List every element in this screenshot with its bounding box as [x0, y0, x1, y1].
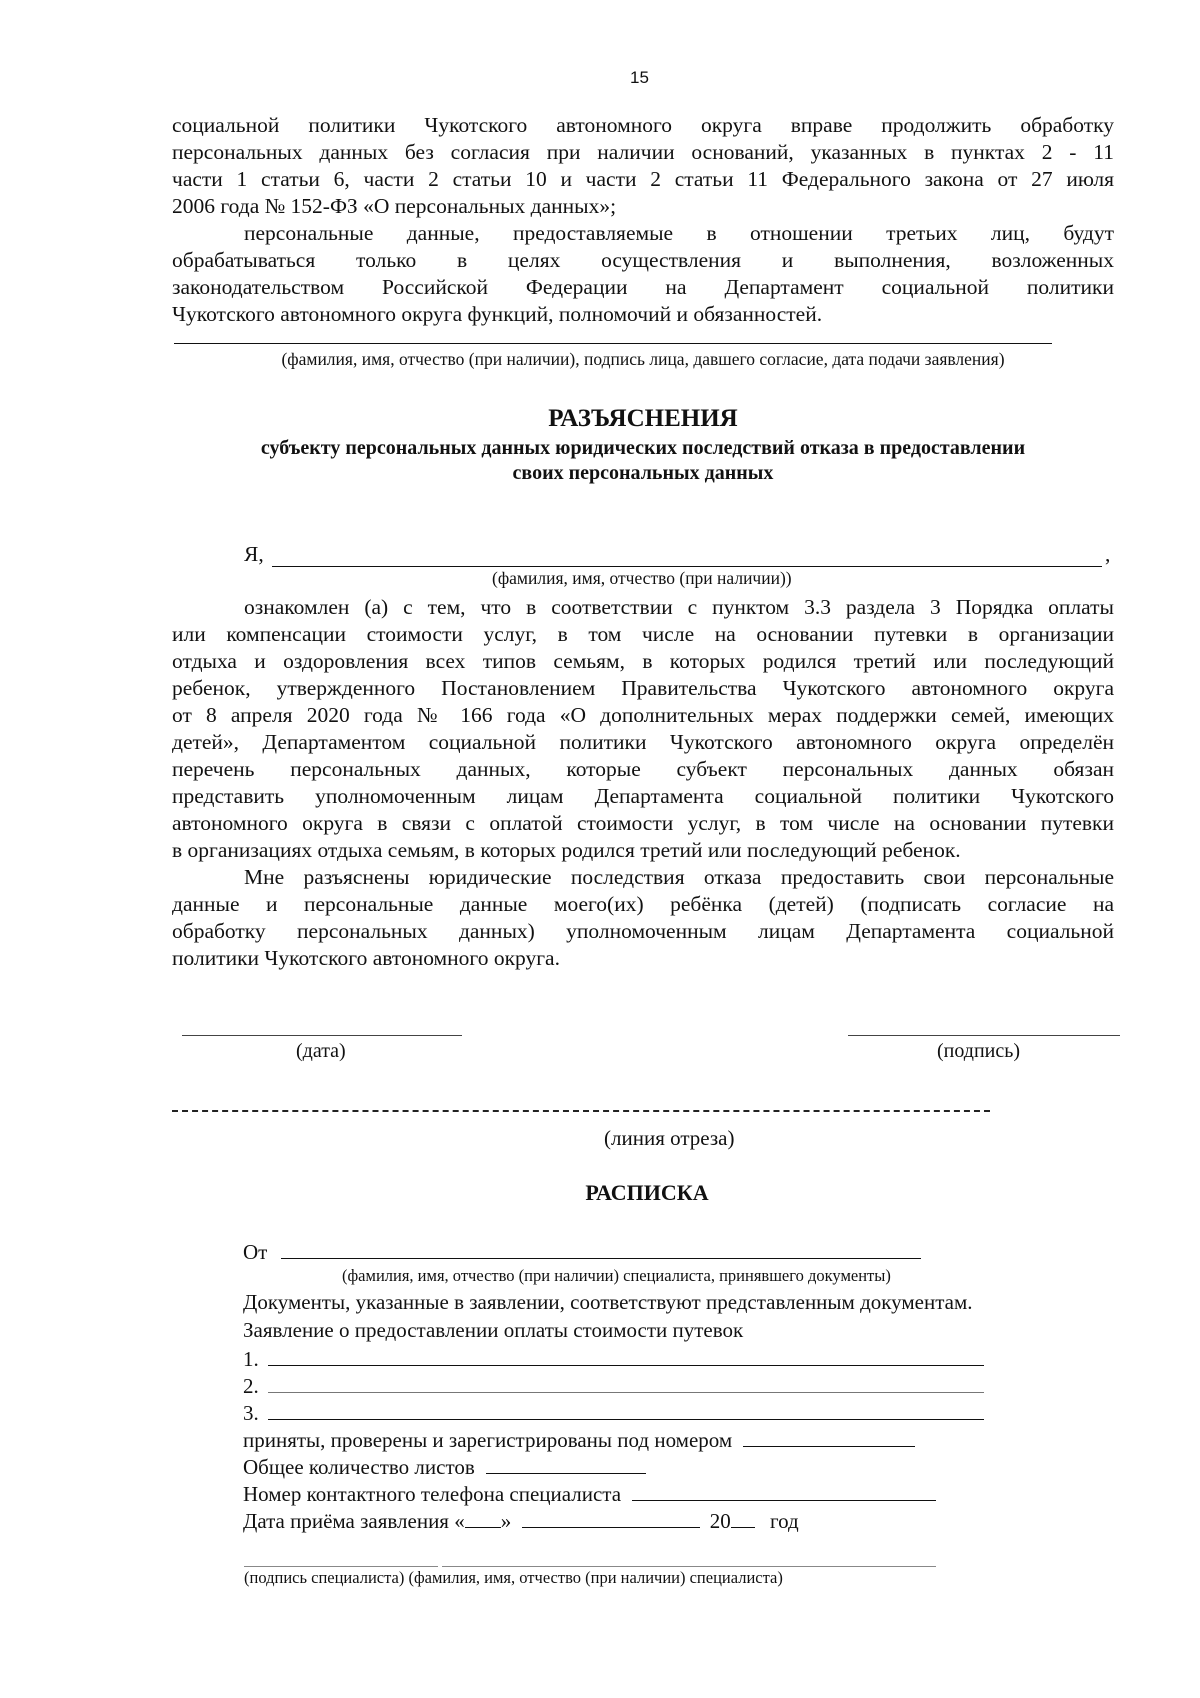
- text-line: представить уполномоченным лицам Департамента социальной политики Чукотского: [172, 784, 1114, 808]
- text-line: части 1 статьи 6, части 2 статьи 10 и части 2 статьи 11 Федерального закона от 27 июля: [172, 167, 1114, 191]
- text-line: обработку персональных данных) уполномоченным лицам Департамента социальной: [172, 919, 1114, 943]
- text-line: обрабатываться только в целях осуществления и выполнения, возложенных: [172, 248, 1114, 272]
- receipt-item-number: 3.: [243, 1401, 259, 1425]
- receipt-year-prefix: 20: [709, 1509, 731, 1533]
- text-line: перечень персональных данных, которые субъект персональных данных обязан: [172, 757, 1114, 781]
- ya-label: Я,: [244, 542, 264, 566]
- date-line: [182, 1035, 462, 1036]
- cut-line: [172, 1110, 990, 1112]
- receipt-item-number: 2.: [243, 1374, 259, 1398]
- ya-caption: (фамилия, имя, отчество (при наличии)): [492, 568, 792, 588]
- receipt-number-field: [743, 1426, 915, 1447]
- explanation-subtitle-line-1: субъекту персональных данных юридических последствий отказа в предоставлении: [260, 437, 1026, 459]
- text-line: ребенок, утвержденного Постановлением Правительства Чукотского автономного округа: [172, 676, 1114, 700]
- receipt-application-line: Заявление о предоставлении оплаты стоимости путевок: [243, 1318, 744, 1342]
- signature-caption: (подпись): [937, 1040, 1021, 1062]
- consent-signature-line: [174, 343, 1052, 344]
- text-line: данные и персональные данные моего(их) ребёнка (детей) (подписать согласие на: [172, 892, 1114, 916]
- receipt-month-field: [522, 1507, 700, 1528]
- text-line: персональные данные, предоставляемые в отношении третьих лиц, будут: [244, 221, 1114, 245]
- receipt-item-row: [243, 1399, 984, 1426]
- text-line: автономного округа в связи с оплатой стоимости услуг, в том числе на основании путевки: [172, 811, 1114, 835]
- text-line: социальной политики Чукотского автономного округа вправе продолжить обработку: [172, 113, 1114, 137]
- text-line: 2006 года № 152-ФЗ «О персональных данных»;: [172, 194, 617, 218]
- page-number: 15: [630, 68, 649, 87]
- text-line: ознакомлен (а) с тем, что в соответствии с пунктом 3.3 раздела 3 Порядка оплаты: [244, 595, 1114, 619]
- consent-paragraph-2: [172, 220, 1114, 328]
- receipt-from-field: [281, 1238, 921, 1259]
- receipt-item-field: [268, 1345, 984, 1366]
- explanation-subtitle-line-2: своих персональных данных: [512, 462, 774, 484]
- consent-signature-caption: (фамилия, имя, отчество (при наличии), подпись лица, давшего согласие, дата подачи заявления): [281, 349, 1005, 369]
- receipt-sheets-row: [243, 1453, 646, 1480]
- receipt-year-field: [731, 1507, 755, 1528]
- receipt-date-row: [243, 1507, 799, 1534]
- text-line: Мне разъяснены юридические последствия отказа предоставить свои персональные: [244, 865, 1114, 889]
- cut-line-caption: (линия отреза): [604, 1126, 735, 1150]
- text-line: политики Чукотского автономного округа.: [172, 946, 560, 970]
- text-line: законодательством Российской Федерации на Департамент социальной политики: [172, 275, 1114, 299]
- receipt-sheets-field: [486, 1453, 646, 1474]
- explanation-title: РАЗЪЯСНЕНИЯ: [548, 405, 738, 432]
- receipt-item-number: 1.: [243, 1347, 259, 1371]
- text-line: или компенсации стоимости услуг, в том числе на основании путевки в организации: [172, 622, 1114, 646]
- receipt-phone-label: Номер контактного телефона специалиста: [243, 1482, 622, 1506]
- receipt-docs-line: Документы, указанные в заявлении, соответствуют представленным документам.: [243, 1290, 973, 1314]
- receipt-title: РАСПИСКА: [585, 1180, 709, 1205]
- specialist-name-line: [442, 1566, 936, 1567]
- receipt-date-label: Дата приёма заявления «: [243, 1509, 465, 1533]
- receipt-accepted-label: приняты, проверены и зарегистрированы под номером: [243, 1428, 733, 1452]
- receipt-item-field: [268, 1372, 984, 1393]
- receipt-accepted-row: [243, 1426, 915, 1453]
- receipt-date-close: »: [500, 1509, 512, 1533]
- consent-paragraph-1: [172, 112, 1114, 220]
- text-line: от 8 апреля 2020 года № 166 года «О дополнительных мерах поддержки семей, имеющих: [172, 703, 1114, 727]
- receipt-sheets-label: Общее количество листов: [243, 1455, 475, 1479]
- date-caption: (дата): [296, 1040, 346, 1062]
- text-line: детей», Департаментом социальной политики Чукотского автономного округа определён: [172, 730, 1114, 754]
- receipt-phone-row: [243, 1480, 936, 1507]
- receipt-year-suffix: год: [769, 1509, 799, 1533]
- text-line: Чукотского автономного округа функций, полномочий и обязанностей.: [172, 302, 823, 326]
- ya-name-line: [272, 566, 1102, 567]
- receipt-day-field: [465, 1507, 501, 1528]
- receipt-from-label: От: [243, 1240, 268, 1264]
- explanation-paragraph-2: [172, 864, 1114, 972]
- receipt-item-field: [268, 1399, 984, 1420]
- receipt-item-row: [243, 1345, 984, 1372]
- signature-line: [848, 1035, 1120, 1036]
- ya-comma: ,: [1105, 542, 1111, 566]
- receipt-item-row: [243, 1372, 984, 1399]
- receipt-phone-field: [632, 1480, 936, 1501]
- receipt-bottom-caption: (подпись специалиста) (фамилия, имя, отчество (при наличии) специалиста): [244, 1568, 783, 1587]
- receipt-from-row: [243, 1238, 921, 1265]
- text-line: отдыха и оздоровления всех типов семьям, в которых родился третий или последующий: [172, 649, 1114, 673]
- explanation-paragraph-1: [172, 594, 1114, 864]
- specialist-signature-line: [244, 1566, 438, 1567]
- receipt-from-caption: (фамилия, имя, отчество (при наличии) специалиста, принявшего документы): [342, 1266, 891, 1285]
- text-line: в организациях отдыха семьям, в которых родился третий или последующий ребенок.: [172, 838, 961, 862]
- text-line: персональных данных без согласия при наличии оснований, указанных в пунктах 2 - 11: [172, 140, 1114, 164]
